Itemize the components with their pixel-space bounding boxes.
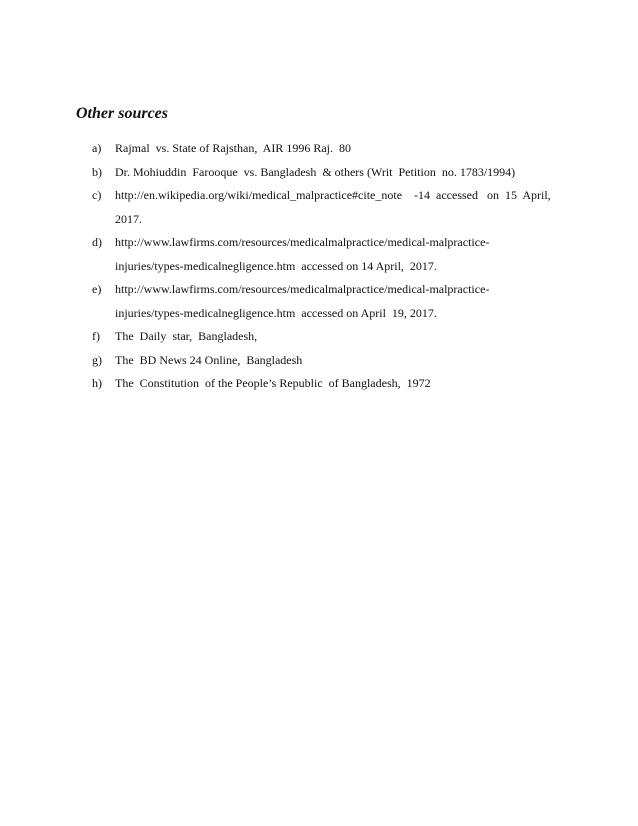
item-text: The Daily star, Bangladesh, — [115, 329, 258, 343]
item-marker: d) — [92, 235, 102, 249]
source-item-b — [92, 161, 572, 185]
source-item-a — [92, 137, 572, 161]
item-text: http://en.wikipedia.org/wiki/medical_malpractice#cite_note -14 accessed on 15 April, 2017. — [115, 188, 551, 226]
item-text: The BD News 24 Online, Bangladesh — [115, 352, 303, 367]
source-item-g — [92, 349, 572, 373]
item-marker: e) — [92, 282, 102, 296]
item-text: http://www.lawfirms.com/resources/medicalmalpractice/medical-malpractice- injuries/types-medicalnegligence.htm accessed on April 19, 2017. — [115, 282, 490, 320]
item-marker: c) — [92, 188, 102, 202]
source-item-h — [92, 372, 572, 396]
item-text: The Constitution of the People’s Republic of Bangladesh, 1972 — [115, 376, 431, 390]
sources-list — [92, 137, 572, 396]
source-item-f — [92, 325, 572, 349]
item-marker: h) — [92, 376, 102, 390]
item-text: Dr. Mohiuddin Farooque vs. Bangladesh & others (Writ Petition no. 1783/1994) — [115, 164, 516, 179]
item-marker: f) — [92, 329, 100, 343]
source-item-c — [92, 184, 572, 231]
item-text: http://www.lawfirms.com/resources/medicalmalpractice/medical-malpractice- injuries/types-medicalnegligence.htm accessed on 14 April, 2017. — [115, 235, 490, 273]
item-marker: g) — [92, 352, 102, 367]
item-marker: b) — [92, 164, 102, 179]
item-text: Rajmal vs. State of Rajsthan, AIR 1996 Raj. 80 — [115, 141, 351, 155]
item-marker: a) — [92, 141, 102, 155]
source-item-e — [92, 278, 572, 325]
source-item-d — [92, 231, 572, 278]
section-heading: Other sources — [76, 105, 169, 122]
